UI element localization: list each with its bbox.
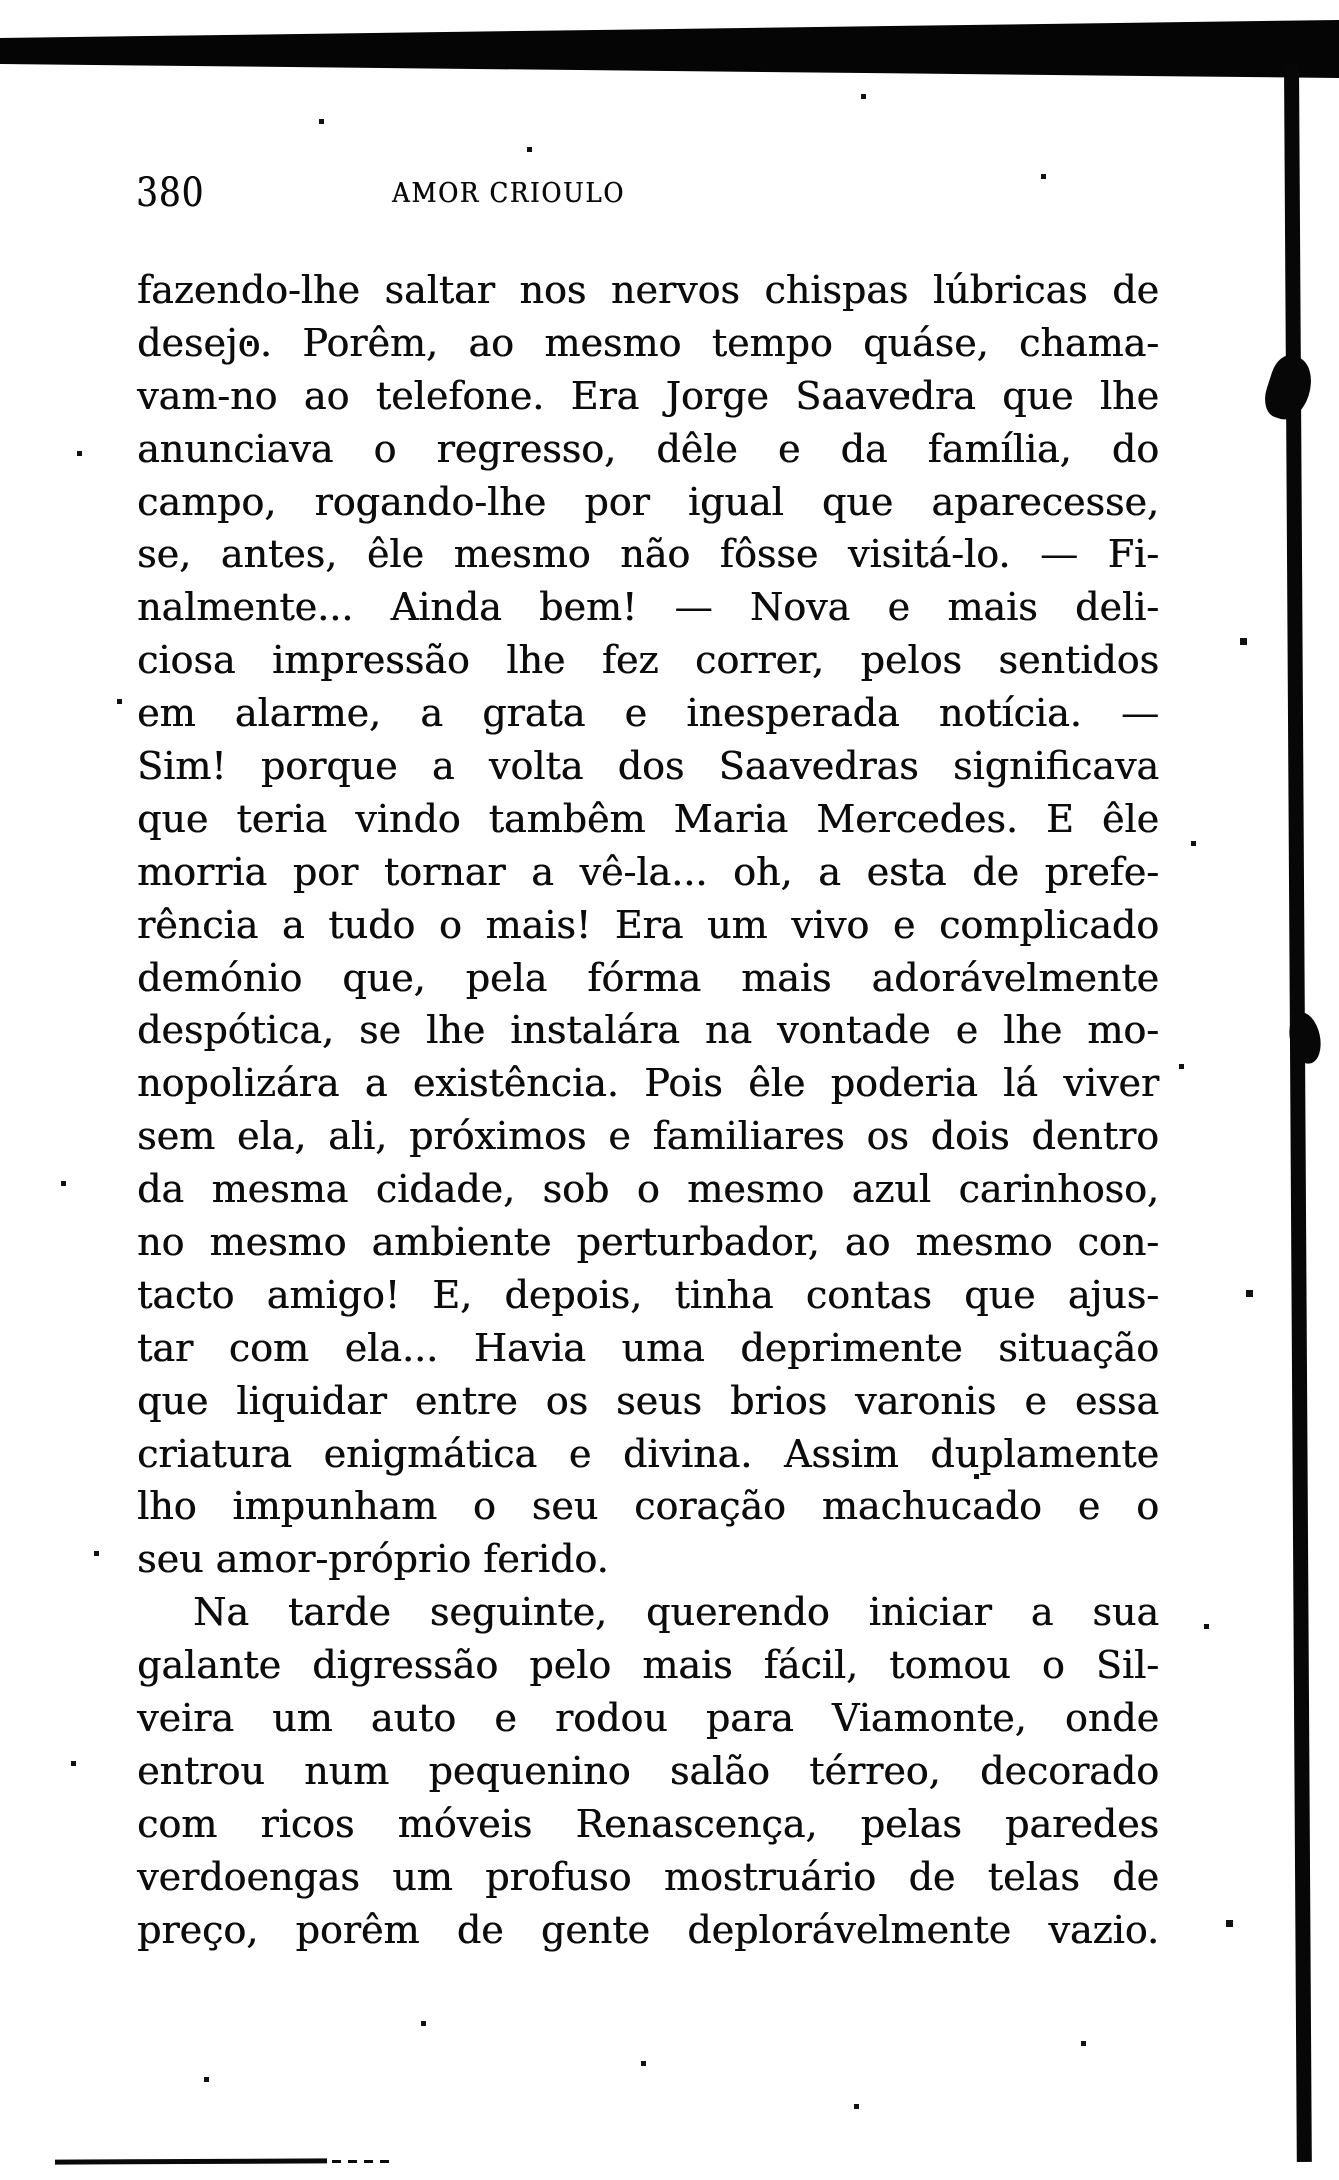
text-line: ciosa impressão lhe fez correr, pelos sentidos bbox=[137, 638, 1159, 683]
text-line: vam-no ao telefone. Era Jorge Saavedra que lhe bbox=[137, 373, 1159, 418]
running-title: AMOR CRIOULO bbox=[392, 178, 625, 209]
text-line: entrou num pequenino salão térreo, decorado bbox=[137, 1748, 1159, 1793]
text-line: desejo. Porêm, ao mesmo tempo quáse, chama- bbox=[137, 320, 1159, 365]
scan-top-bar-artifact bbox=[0, 0, 1339, 90]
text-line: lho impunham o seu coração machucado e o bbox=[137, 1484, 1159, 1529]
scan-ink-blob bbox=[1259, 351, 1319, 425]
text-line: preço, porêm de gente deplorávelmente vazio. bbox=[137, 1907, 1159, 1952]
text-line: se, antes, êle mesmo não fôsse visitá-lo. — Fi- bbox=[137, 532, 1159, 577]
text-line: despótica, se lhe instalára na vontade e lhe mo- bbox=[137, 1008, 1159, 1053]
text-line: criatura enigmática e divina. Assim duplamente bbox=[137, 1431, 1159, 1476]
text-line: sem ela, ali, próximos e familiares os dois dentro bbox=[137, 1114, 1159, 1159]
text-line: em alarme, a grata e inesperada notícia. — bbox=[137, 691, 1159, 736]
text-line-paragraph-start: Na tarde seguinte, querendo iniciar a sua bbox=[193, 1590, 1159, 1635]
scan-bottom-rule bbox=[55, 2158, 327, 2164]
page-number: 380 bbox=[136, 170, 205, 216]
text-line: anunciava o regresso, dêle e da família, do bbox=[137, 426, 1159, 471]
text-line: campo, rogando-lhe por igual que aparecesse, bbox=[137, 479, 1159, 524]
scan-noise-specks bbox=[0, 0, 3, 3]
text-line: que teria vindo tambêm Maria Mercedes. E êle bbox=[137, 796, 1159, 841]
text-line: morria por tornar a vê-la... oh, a esta de prefe- bbox=[137, 849, 1159, 894]
text-line: que liquidar entre os seus brios varonis e essa bbox=[137, 1378, 1159, 1423]
text-line: galante digressão pelo mais fácil, tomou o Sil- bbox=[137, 1643, 1159, 1688]
text-line: tar com ela... Havia uma deprimente situação bbox=[137, 1325, 1159, 1370]
text-line: tacto amigo! E, depois, tinha contas que ajus- bbox=[137, 1272, 1159, 1317]
text-line: da mesma cidade, sob o mesmo azul carinhoso, bbox=[137, 1167, 1159, 1212]
text-line: fazendo-lhe saltar nos nervos chispas lúbricas de bbox=[137, 268, 1159, 312]
text-line: verdoengas um profuso mostruário de telas de bbox=[137, 1854, 1159, 1899]
text-line: nalmente... Ainda bem! — Nova e mais deli- bbox=[137, 585, 1159, 630]
text-line: seu amor-próprio ferido. bbox=[137, 1537, 609, 1582]
text-line: nopolizára a existência. Pois êle poderia lá viver bbox=[137, 1061, 1159, 1106]
text-line: Sim! porque a volta dos Saavedras significava bbox=[137, 744, 1159, 789]
text-line: com ricos móveis Renascença, pelas paredes bbox=[137, 1801, 1159, 1846]
scan-bottom-rule-dashes bbox=[332, 2160, 394, 2163]
text-line: no mesmo ambiente perturbador, ao mesmo con- bbox=[137, 1220, 1159, 1265]
text-line: rência a tudo o mais! Era um vivo e complicado bbox=[137, 902, 1159, 947]
page-text bbox=[137, 264, 1159, 1957]
text-line: demónio que, pela fórma mais adorávelmente bbox=[137, 955, 1159, 1000]
text-line: veira um auto e rodou para Viamonte, onde bbox=[137, 1696, 1159, 1741]
